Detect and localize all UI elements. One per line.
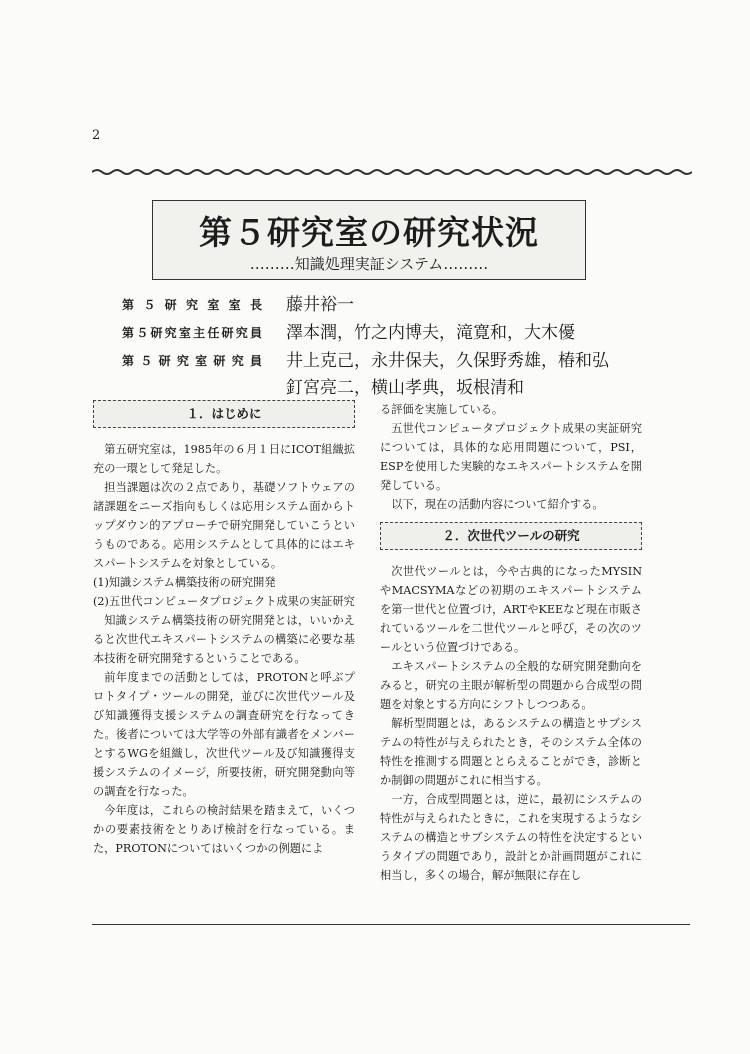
paragraph: 担当課題は次の２点であり，基礎ソフトウェアの諸課題をニーズ指向もしくは応用システム面からトップダウン的アプローチで研究開発していこうというものである。応用システムとして具体的にはエキスパートシステムを対象としている。 [93,481,355,570]
staff-names: 釘宮亮二，横山孝典，坂根清和 [286,378,524,398]
list-item: (2)五世代コンピュータプロジェクト成果の実証研究 [93,595,355,608]
left-column [93,400,355,858]
staff-role: 第５研究室室長 [122,298,262,312]
paragraph: 前年度までの活動としては，PROTONと呼ぶプロトタイプ・ツールの開発，並びに次世代ツール及び知識獲得支援システムの調査研究を行なってきた。後者については大学等の外部有識者をメンバーとするWGを組織し，次世代ツール及び知識獲得支援システムのイメージ，所要技術，研究開発動向等の調査を行なった。 [93,671,355,798]
paragraph: 第五研究室は，1985年の６月１日にICOT組織拡充の一環として発足した。 [93,443,355,475]
staff-role: 第５研究室研究員 [122,354,262,368]
main-title: 第５研究室の研究状況 [199,213,539,252]
paragraph: 知識システム構築技術の研究開発とは，いいかえると次世代エキスパートシステムの構築に必要な基本技術を研究開発するということである。 [93,614,355,665]
paragraph: 以下，現在の活動内容について紹介する。 [391,498,604,511]
paragraph: 今年度は，これらの検討結果を踏まえて，いくつかの要素技術をとりあげ検討を行なっている。また，PROTONについてはいくつかの例題によ [93,804,355,855]
section-heading-1: １．はじめに [93,400,355,428]
paragraph: る評価を実施している。 [380,403,504,416]
paragraph: 一方，合成型問題とは，逆に，最初にシステムの特性が与えられたときに，これを実現するようなシステムの構造とサブシステムの特性を決定するというタイプの問題であり，設計とか計画問題がこれに相当し，多くの場合，解が無限に存在し [380,793,642,882]
page-number: 2 [92,128,101,143]
list-item: (1)知識システム構築技術の研究開発 [93,576,276,589]
staff-names: 井上克己，永井保夫，久保野秀雄，椿和弘 [286,351,609,371]
bottom-rule [92,924,690,925]
staff-names: 澤本潤，竹之内博夫，滝寛和，大木優 [286,323,575,343]
subtitle: ………知識処理実証システム……… [249,255,489,273]
top-wavy-rule [92,168,692,176]
staff-role: 第５研究室主任研究員 [122,326,262,340]
paragraph: 五世代コンピュータプロジェクト成果の実証研究については，具体的な応用問題について，PSI，ESPを使用した実験的なエキスパートシステムを開発している。 [380,422,642,492]
paragraph: 次世代ツールとは，今や古典的になったMYSINやMACSYMAなどの初期のエキスパートシステムを第一世代と位置づけ，ARTやKEEなど現在市販されているツールを二世代ツールと呼び，その次のツールという位置づけである。 [380,565,642,654]
paragraph: エキスパートシステムの全般的な研究開発動向をみると，研究の主眼が解析型の問題から合成型の問題を対象とする方向にシフトしつつある。 [380,660,642,711]
paragraph: 解析型問題とは，あるシステムの構造とサブシステムの特性が与えられたとき，そのシステム全体の特性を推測する問題ととらえることができ，診断とか制御の問題がこれに相当する。 [380,717,642,787]
right-column [380,400,642,885]
section-heading-2: ２．次世代ツールの研究 [380,522,642,550]
staff-names: 藤井裕一 [286,295,354,315]
title-box [152,200,586,280]
